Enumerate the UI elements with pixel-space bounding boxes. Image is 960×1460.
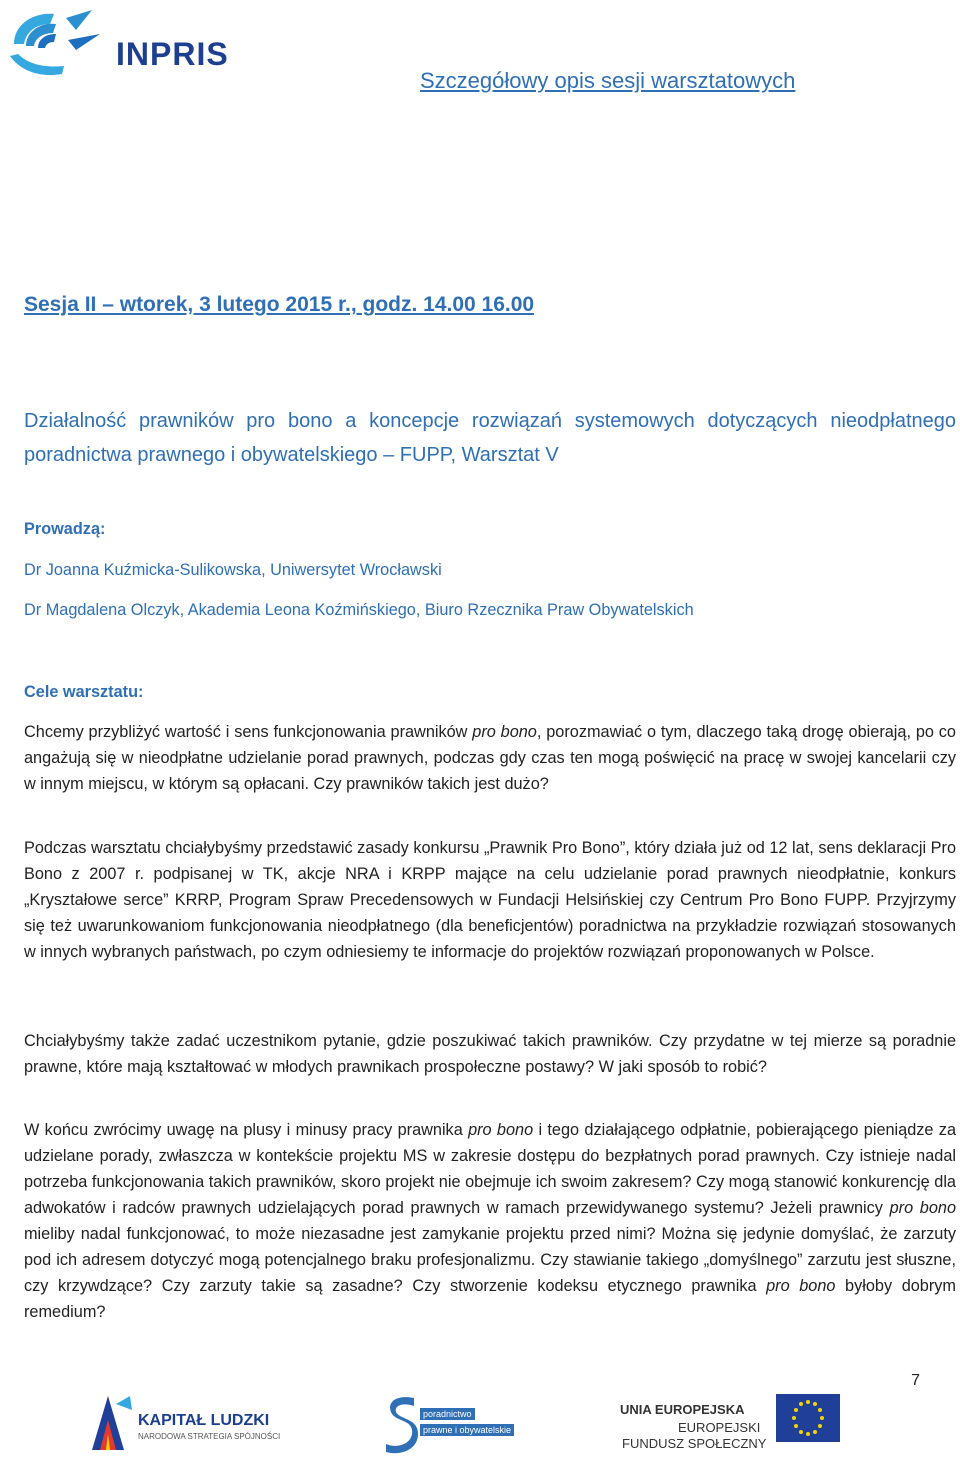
- inpris-logo-icon: [4, 4, 114, 82]
- goals-paragraph-2: Podczas warsztatu chciałybyśmy przedstawić zasady konkursu „Prawnik Pro Bono”, który działa już od 12 lat, sens deklaracji Pro Bono z 2007 r. podpisanej w TK, akcje NRA i KRPP mające na celu udzielanie porad prawnych nieodpłatnie, konkurs „Kryształowe serce” KRRP, Program Spraw Precedensowych w Fundacji Helsińskiej czy Centrum Pro Bono FUPP. Przyjrzymy się też uwarunkowaniom funkcjonowania nieodpłatnego (dla beneficjentów) poradnictwa na przykładzie rozwiązań stosowanych w innych wybranych państwach, po czym odniesiemy te informacje do projektów rozwiązań proponowanych w Polsce.: [24, 839, 956, 961]
- goals-paragraph-4: W końcu zwrócimy uwagę na plusy i minusy pracy prawnika pro bono i tego działającego odpłatnie, pobierającego pieniądze za udzielane porady, zwłaszcza w kontekście projektu MS w zakresie dostępu do bezpłatnych porad prawnych. Czy istnieje nadal potrzeba funkcjonowania takich prawników, skoro projekt nie obejmuje ich swoim zakresem? Czy mogą stanowić konkurencję dla adwokatów i radców prawnych udzielających porad prawnych w ramach przewidywanego systemu? Jeżeli prawnicy pro bono mieliby nadal funkcjonować, to może niezasadne jest zamykanie projektu przed nimi? Można się jedynie domyślać, że zarzuty pod ich adresem dotyczyć mogą potencjalnego braku profesjonalizmu. Czy stawianie takiego „domyślnego” zarzutu jest słuszne, czy krzywdzące? Czy zarzuty takie są zasadne? Czy stworzenie kodeksu etycznego prawnika pro bono byłoby dobrym remedium?: [24, 1121, 956, 1321]
- goals-label: Cele warsztatu:: [24, 683, 144, 701]
- poradnictwo-text-1: poradnictwo: [420, 1408, 475, 1420]
- eu-logo: [620, 1390, 840, 1458]
- kapital-ludzki-logo: [88, 1390, 288, 1458]
- page-number: 7: [911, 1372, 920, 1389]
- document-header-title: Szczegółowy opis sesji warsztatowych: [420, 68, 796, 93]
- poradnictwo-text-2: prawne i obywatelskie: [420, 1424, 514, 1436]
- leaders-label: Prowadzą:: [24, 520, 106, 538]
- eu-flag-icon: [776, 1394, 840, 1442]
- leader-1: Dr Joanna Kuźmicka-Sulikowska, Uniwersytet Wrocławski: [24, 561, 442, 579]
- inpris-logo: [4, 4, 244, 82]
- kapital-ludzki-text: KAPITAŁ LUDZKI: [138, 1412, 270, 1429]
- goals-paragraph-3: Chciałybyśmy także zadać uczestnikom pytanie, gdzie poszukiwać takich prawników. Czy przydatne w tej mierze są poradnie prawne, które mają kształtować w młodych prawnikach prospołeczne postawy? W jaki sposób to robić?: [24, 1032, 956, 1076]
- poradnictwo-s-icon: [384, 1390, 418, 1454]
- kapital-ludzki-subtext: NARODOWA STRATEGIA SPÓJNOŚCI: [138, 1432, 281, 1441]
- goals-paragraph-1: Chcemy przybliżyć wartość i sens funkcjonowania prawników pro bono, porozmawiać o tym, dlaczego taką drogę obierają, po co angażują się w nieodpłatne udzielanie porad prawnych, podczas gdy czas ten mogą poświęcić na pracę w swojej kancelarii czy w innym miejscu, w którym są opłacani. Czy prawników takich jest dużo?: [24, 723, 956, 793]
- session-heading: Sesja II – wtorek, 3 lutego 2015 r., godz. 14.00 16.00: [24, 293, 535, 316]
- eu-text-3: FUNDUSZ SPOŁECZNY: [622, 1436, 767, 1451]
- poradnictwo-logo: [384, 1390, 514, 1458]
- inpris-logo-text: INPRIS: [116, 36, 229, 72]
- leader-2: Dr Magdalena Olczyk, Akademia Leona Koźmińskiego, Biuro Rzecznika Praw Obywatelskich: [24, 601, 694, 619]
- eu-text-2: EUROPEJSKI: [678, 1420, 761, 1435]
- workshop-title: Działalność prawników pro bono a koncepcje rozwiązań systemowych dotyczących nieodpłatnego poradnictwa prawnego i obywatelskiego – FUPP, Warsztat V: [24, 410, 956, 466]
- kapital-ludzki-icon: [88, 1390, 134, 1454]
- eu-text-1: UNIA EUROPEJSKA: [620, 1402, 745, 1417]
